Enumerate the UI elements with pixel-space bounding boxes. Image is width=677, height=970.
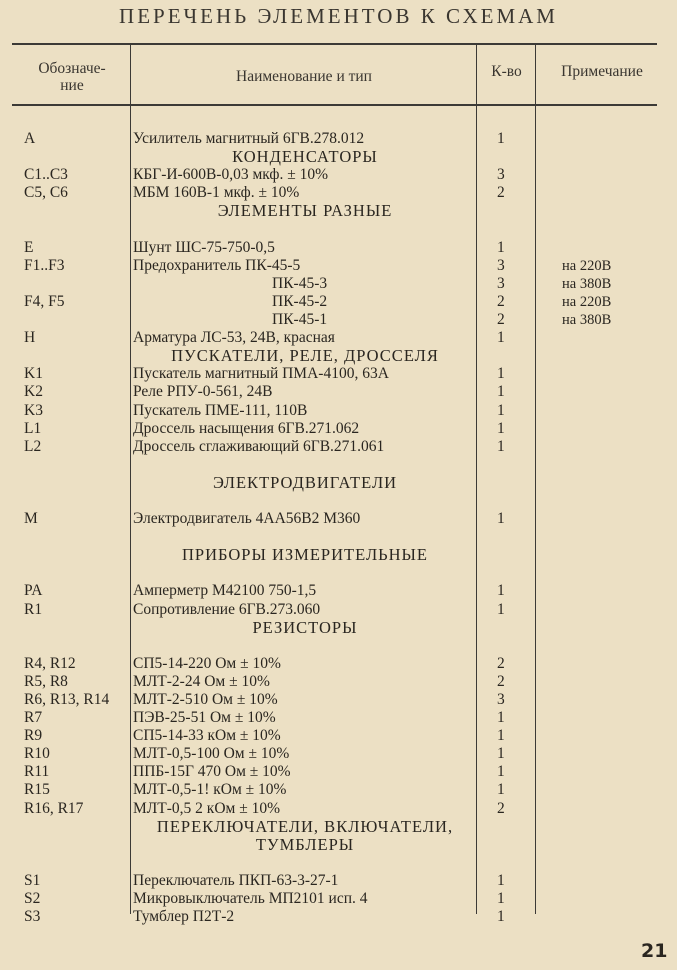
element-quantity: 1 (497, 745, 505, 763)
header-note: Примечание (561, 63, 643, 80)
element-designation: R9 (24, 727, 43, 745)
element-quantity: 1 (497, 383, 505, 401)
table-row (0, 293, 677, 311)
table-row (0, 908, 677, 926)
spacer (0, 492, 677, 510)
table-row (0, 781, 677, 799)
table-row (0, 800, 677, 818)
table-row (0, 673, 677, 691)
element-name-type: Предохранитель ПК-45-5 (133, 256, 301, 274)
element-designation: R4, R12 (24, 654, 76, 672)
element-quantity: 2 (497, 799, 505, 817)
element-name-type: СП5-14-33 кОм ± 10% (133, 727, 281, 745)
header-designation: Обозначе- ние (38, 60, 106, 94)
section-heading (0, 347, 477, 365)
table-row (0, 510, 677, 528)
element-designation: PA (24, 582, 43, 600)
table-row (0, 727, 677, 745)
element-name-type: Арматура ЛС-53, 24В, красная (133, 329, 335, 347)
table-top-rule (12, 43, 657, 45)
table-row (0, 311, 677, 329)
element-name-type: Переключатель ПКП-63-3-27-1 (133, 871, 339, 889)
table-row (0, 655, 677, 673)
section-heading (0, 148, 477, 166)
page-title: ПЕРЕЧЕНЬ ЭЛЕМЕНТОВ К СХЕМАМ (119, 4, 558, 28)
table-row (0, 872, 677, 890)
element-name-type: СП5-14-220 Ом ± 10% (133, 654, 281, 672)
table-row (0, 383, 677, 401)
element-note: на 220В (562, 293, 612, 310)
section-title: РЕЗИСТОРЫ (252, 617, 358, 637)
spacer (0, 637, 677, 655)
spacer (0, 564, 677, 582)
element-name-type: Реле РПУ-0-561, 24В (133, 383, 273, 401)
element-designation: F4, F5 (24, 292, 65, 310)
element-quantity: 3 (497, 274, 505, 292)
section-title: ПЕРЕКЛЮЧАТЕЛИ, ВКЛЮЧАТЕЛИ, (156, 816, 454, 836)
table-row (0, 166, 677, 184)
element-name-type: Микровыключатель МП2101 исп. 4 (133, 890, 368, 908)
element-quantity: 2 (497, 654, 505, 672)
table-row (0, 601, 677, 619)
element-name-type: Дроссель насыщения 6ГВ.271.062 (133, 419, 360, 437)
element-quantity: 1 (497, 437, 505, 455)
section-heading (0, 836, 477, 854)
section-heading (0, 818, 477, 836)
element-name-type: ПК-45-3 (272, 274, 328, 292)
section-title: ЭЛЕКТРОДВИГАТЕЛИ (212, 472, 398, 492)
table-row (0, 745, 677, 763)
element-designation: F1..F3 (24, 256, 65, 274)
section-title: ПУСКАТЕЛИ, РЕЛЕ, ДРОССЕЛЯ (171, 346, 439, 366)
element-name-type: Пускатель магнитный ПМА-4100, 63А (133, 365, 389, 383)
element-name-type: Тумблер П2Т-2 (133, 908, 235, 926)
element-name-type: Электродвигатель 4АА56В2 М360 (133, 510, 361, 528)
element-name-type: МЛТ-0,5-1! кОм ± 10% (133, 781, 287, 799)
table-row (0, 438, 677, 456)
element-name-type: Дроссель сглаживающий 6ГВ.271.061 (133, 437, 385, 455)
element-quantity: 1 (497, 727, 505, 745)
element-note: на 220В (562, 257, 612, 274)
element-note: на 380В (562, 275, 612, 292)
element-name-type: Усилитель магнитный 6ГВ.278.012 (133, 130, 365, 148)
element-name-type: МЛТ-0,5 2 кОм ± 10% (133, 799, 281, 817)
element-quantity: 1 (497, 871, 505, 889)
spacer (0, 528, 677, 546)
header-qty: К-во (491, 63, 522, 80)
element-quantity: 1 (497, 781, 505, 799)
section-title: ПРИБОРЫ ИЗМЕРИТЕЛЬНЫЕ (182, 545, 428, 565)
element-quantity: 1 (497, 365, 505, 383)
element-list (0, 112, 677, 926)
element-designation: R11 (24, 763, 50, 781)
element-designation: R6, R13, R14 (24, 691, 110, 708)
element-name-type: Сопротивление 6ГВ.273.060 (133, 600, 321, 618)
element-designation: L2 (24, 437, 42, 455)
element-name-type: ПК-45-2 (272, 292, 328, 310)
element-quantity: 1 (497, 908, 505, 926)
element-name-type: МЛТ-2-24 Ом ± 10% (133, 672, 270, 690)
element-name-type: МЛТ-2-510 Ом ± 10% (133, 691, 278, 708)
element-name-type: ПК-45-1 (272, 311, 328, 329)
element-quantity: 1 (497, 709, 505, 727)
element-designation: C5, C6 (24, 184, 68, 202)
element-quantity: 1 (497, 890, 505, 908)
element-designation: K1 (24, 365, 43, 383)
spacer (0, 112, 677, 130)
section-heading (0, 546, 477, 564)
section-title: КОНДЕНСАТОРЫ (232, 147, 378, 167)
spacer (0, 854, 677, 872)
table-row (0, 582, 677, 600)
element-quantity: 1 (497, 238, 505, 256)
element-designation: L1 (24, 419, 42, 437)
element-name-type: Шунт ШС-75-750-0,5 (133, 238, 275, 256)
table-row (0, 763, 677, 781)
element-quantity: 1 (497, 130, 505, 148)
element-quantity: 2 (497, 311, 505, 329)
element-name-type: МЛТ-0,5-100 Ом ± 10% (133, 745, 290, 763)
section-title: ЭЛЕМЕНТЫ РАЗНЫЕ (217, 201, 393, 221)
element-quantity: 1 (497, 600, 505, 618)
element-designation: S1 (24, 871, 41, 889)
spacer (0, 221, 677, 239)
section-title: ТУМБЛЕРЫ (255, 834, 355, 854)
table-row (0, 275, 677, 293)
element-designation: S3 (24, 908, 41, 926)
element-designation: R5, R8 (24, 672, 68, 690)
spacer (0, 456, 677, 474)
element-note: на 380В (562, 312, 612, 329)
table-row (0, 365, 677, 383)
table-row (0, 329, 677, 347)
table-row (0, 709, 677, 727)
table-row (0, 184, 677, 202)
element-designation: H (24, 329, 36, 347)
section-heading (0, 619, 477, 637)
element-quantity: 2 (497, 184, 505, 202)
element-designation: E (24, 238, 34, 256)
element-quantity: 3 (497, 691, 505, 708)
table-row (0, 890, 677, 908)
table-row (0, 691, 677, 709)
page-number: 21 (641, 940, 668, 962)
element-name-type: Амперметр М42100 750-1,5 (133, 582, 317, 600)
element-designation: R15 (24, 781, 50, 799)
element-designation: S2 (24, 890, 41, 908)
header-name-type: Наименование и тип (236, 68, 372, 85)
element-designation: K3 (24, 401, 43, 419)
element-name-type: КБГ-И-600В-0,03 мкф. ± 10% (133, 166, 329, 184)
element-name-type: ПЭВ-25-51 Ом ± 10% (133, 709, 276, 727)
element-quantity: 3 (497, 256, 505, 274)
element-designation: K2 (24, 383, 43, 401)
element-quantity: 3 (497, 166, 505, 184)
table-row (0, 130, 677, 148)
element-quantity: 2 (497, 672, 505, 690)
element-quantity: 1 (497, 401, 505, 419)
element-name-type: Пускатель ПМЕ-111, 110В (133, 401, 308, 419)
table-row (0, 257, 677, 275)
element-name-type: ППБ-15Г 470 Ом ± 10% (133, 763, 291, 781)
element-designation: R10 (24, 745, 50, 763)
element-designation: R7 (24, 709, 43, 727)
element-designation: R16, R17 (24, 799, 84, 817)
element-designation: M (24, 510, 38, 528)
element-name-type: МБМ 160В-1 мкф. ± 10% (133, 184, 300, 202)
element-designation: C1..C3 (24, 166, 68, 184)
table-row (0, 239, 677, 257)
element-quantity: 1 (497, 510, 505, 528)
section-heading (0, 474, 477, 492)
element-quantity: 2 (497, 292, 505, 310)
element-designation: А (24, 130, 36, 148)
section-heading (0, 202, 477, 220)
header-bottom-rule (12, 104, 657, 106)
element-quantity: 1 (497, 582, 505, 600)
element-designation: R1 (24, 600, 43, 618)
element-quantity: 1 (497, 763, 505, 781)
element-quantity: 1 (497, 329, 505, 347)
table-row (0, 420, 677, 438)
table-row (0, 402, 677, 420)
element-quantity: 1 (497, 419, 505, 437)
